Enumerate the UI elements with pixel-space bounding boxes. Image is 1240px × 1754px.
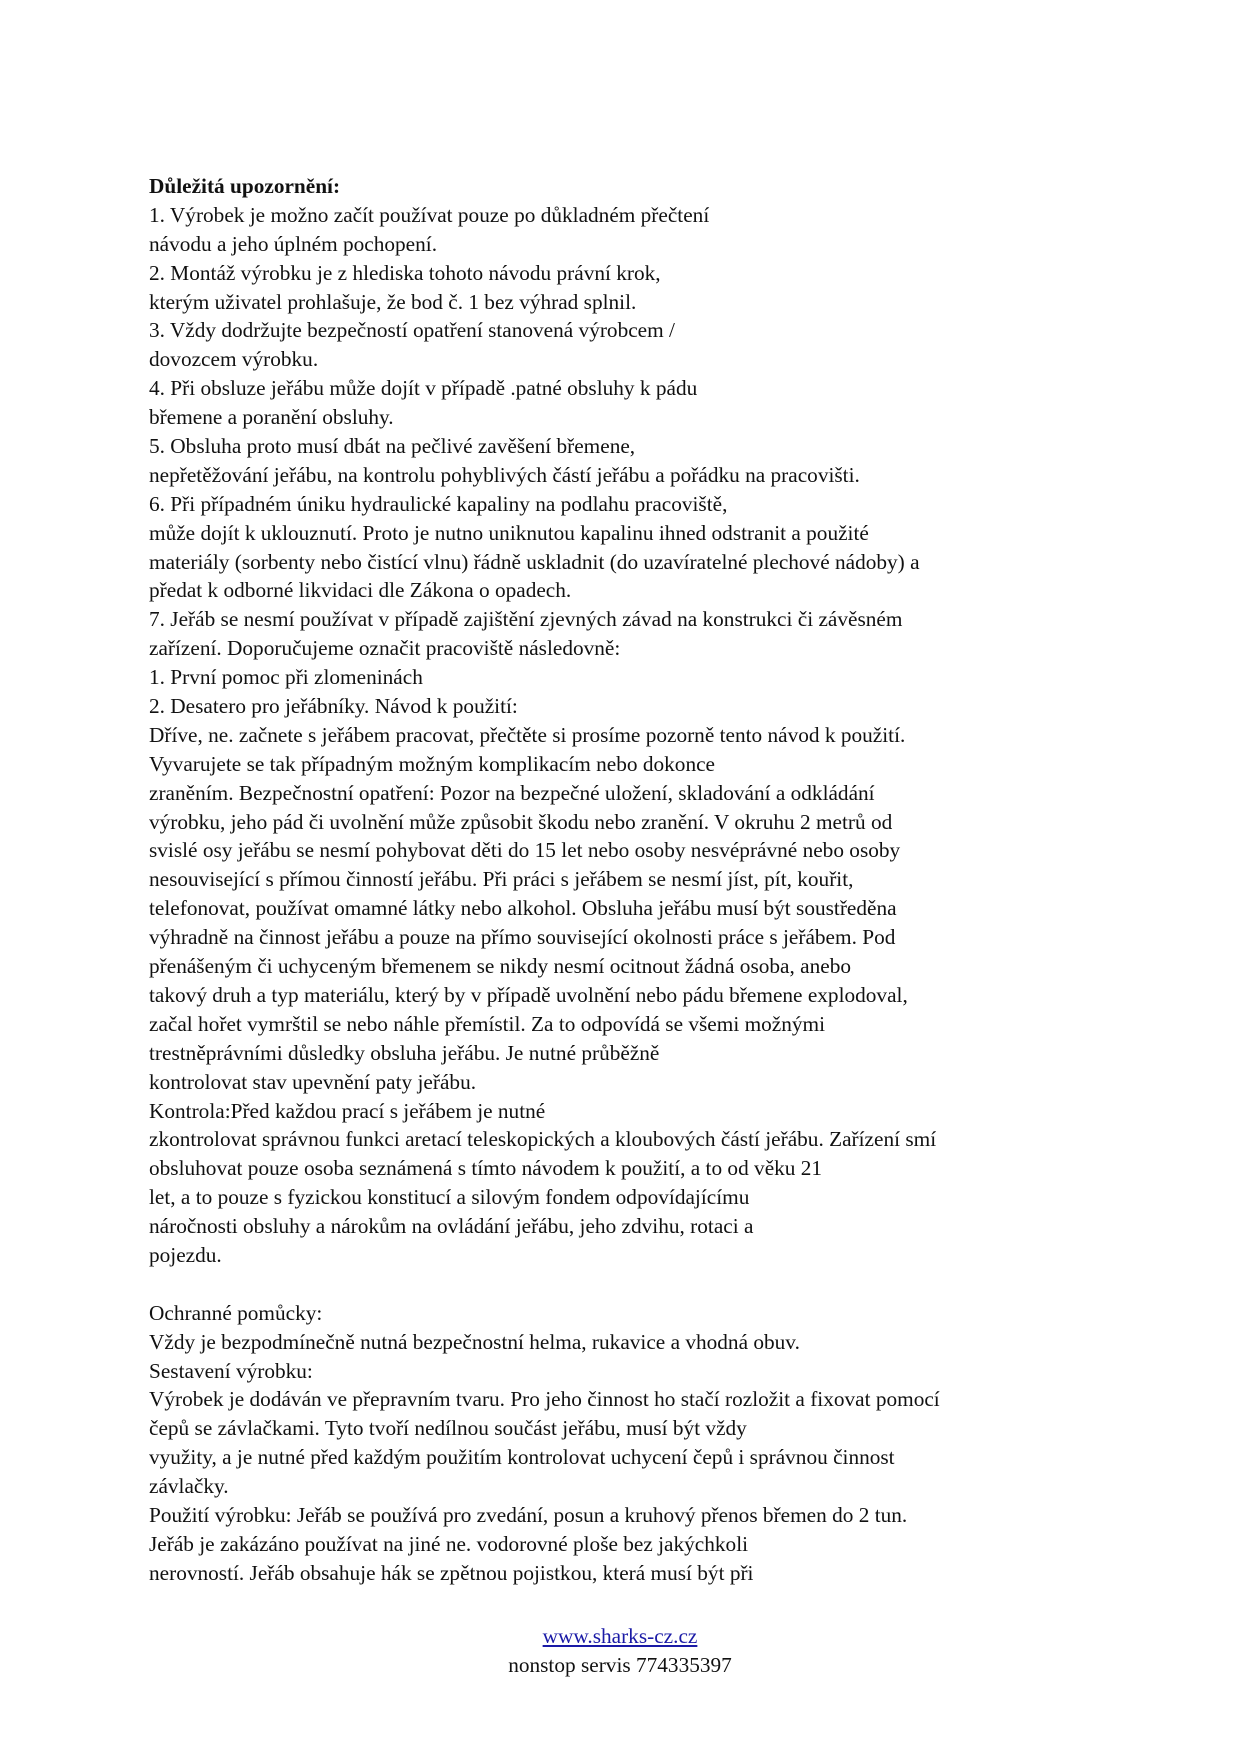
text-line: 7. Jeřáb se nesmí používat v případě zajištění zjevných závad na konstrukci či závěsném (149, 607, 903, 632)
text-line: 1. První pomoc při zlomeninách (149, 665, 423, 690)
website-link[interactable]: www.sharks-cz.cz (542, 1624, 698, 1648)
text-line: trestněprávními důsledky obsluha jeřábu. Je nutné průběžně (149, 1040, 660, 1065)
text-line: takový druh a typ materiálu, který by v případě uvolnění nebo pádu břemene explodoval, (149, 982, 908, 1007)
page-title: Důležitá upozornění: (149, 174, 341, 198)
footer (0, 1622, 1240, 1680)
text-line: Jeřáb je zakázáno používat na jiné ne. vodorovné ploše bez jakýchkoli (149, 1531, 749, 1556)
text-line: předat k odborné likvidaci dle Zákona o opadech. (149, 578, 572, 603)
text-line: Vždy je bezpodmínečně nutná bezpečnostní helma, rukavice a vhodná obuv. (149, 1329, 800, 1354)
text-line: kterým uživatel prohlašuje, že bod č. 1 bez výhrad splnil. (149, 289, 637, 314)
text-line: 2. Desatero pro jeřábníky. Návod k použití: (149, 694, 518, 719)
text-line: nepřetěžování jeřábu, na kontrolu pohyblivých částí jeřábu a pořádku na pracovišti. (149, 462, 860, 487)
text-line: obsluhovat pouze osoba seznámená s tímto návodem k použití, a to od věku 21 (149, 1156, 823, 1181)
text-line: 4. Při obsluze jeřábu může dojít v případě .patné obsluhy k pádu (149, 376, 698, 401)
text-line: přenášeným či uchyceným břemenem se nikdy nesmí ocitnout žádná osoba, anebo (149, 954, 851, 979)
text-line: návodu a jeho úplném pochopení. (149, 231, 438, 256)
service-phone: nonstop servis 774335397 (508, 1652, 732, 1677)
text-line: 3. Vždy dodržujte bezpečností opatření stanovená výrobcem / (149, 318, 675, 343)
text-line: závlačky. (149, 1474, 229, 1499)
document-body (149, 172, 1149, 1588)
text-line: 5. Obsluha proto musí dbát na pečlivé zavěšení břemene, (149, 434, 636, 459)
text-line: kontrolovat stav upevnění paty jeřábu. (149, 1069, 477, 1094)
text-line: využity, a je nutné před každým použitím kontrolovat uchycení čepů i správnou činnost (149, 1445, 895, 1470)
text-line: zkontrolovat správnou funkci aretací teleskopických a kloubových částí jeřábu. Zařízení smí (149, 1127, 937, 1152)
text-line: výhradně na činnost jeřábu a pouze na přímo související okolnosti práce s jeřábem. Pod (149, 925, 896, 950)
text-line: začal hořet vymrštil se nebo náhle přemístil. Za to odpovídá se všemi možnými (149, 1011, 826, 1036)
text-line: Sestavení výrobku: (149, 1358, 313, 1383)
text-line: zařízení. Doporučujeme označit pracoviště následovně: (149, 636, 621, 661)
text-line: Vyvarujete se tak případným možným komplikacím nebo dokonce (149, 751, 715, 776)
text-line: 6. Při případném úniku hydraulické kapaliny na podlahu pracoviště, (149, 491, 728, 516)
text-line: materiály (sorbenty nebo čistící vlnu) řádně uskladnit (do uzavíratelné plechové nádoby) a (149, 549, 920, 574)
text-line: let, a to pouze s fyzickou konstitucí a silovým fondem odpovídajícímu (149, 1185, 750, 1210)
text-line: výrobku, jeho pád či uvolnění může způsobit škodu nebo zranění. V okruhu 2 metrů od (149, 809, 893, 834)
text-line: břemene a poranění obsluhy. (149, 405, 394, 430)
text-line: Ochranné pomůcky: (149, 1300, 323, 1325)
text-line: 2. Montáž výrobku je z hlediska tohoto návodu právní krok, (149, 260, 661, 285)
text-line (149, 1270, 1149, 1299)
text-line: Dříve, ne. začnete s jeřábem pracovat, přečtěte si prosíme pozorně tento návod k použití. (149, 722, 906, 747)
text-line: nerovností. Jeřáb obsahuje hák se zpětnou pojistkou, která musí být při (149, 1560, 754, 1585)
text-line: pojezdu. (149, 1242, 222, 1267)
text-line: telefonovat, používat omamné látky nebo alkohol. Obsluha jeřábu musí být soustředěna (149, 896, 897, 921)
document-text (149, 201, 1149, 1588)
text-line: svislé osy jeřábu se nesmí pohybovat děti do 15 let nebo osoby nesvéprávné nebo osoby (149, 838, 901, 863)
text-line: Výrobek je dodáván ve přepravním tvaru. Pro jeho činnost ho stačí rozložit a fixovat pomocí (149, 1387, 940, 1412)
text-line: nesouvisející s přímou činností jeřábu. Při práci s jeřábem se nesmí jíst, pít, kouřit, (149, 867, 854, 892)
text-line: Kontrola:Před každou prací s jeřábem je nutné (149, 1098, 546, 1123)
text-line: může dojít k uklouznutí. Proto je nutno uniknutou kapalinu ihned odstranit a použité (149, 520, 869, 545)
text-line: Použití výrobku: Jeřáb se používá pro zvedání, posun a kruhový přenos břemen do 2 tun. (149, 1502, 908, 1527)
text-line: čepů se závlačkami. Tyto tvoří nedílnou součást jeřábu, musí být vždy (149, 1416, 747, 1441)
text-line: náročnosti obsluhy a nárokům na ovládání jeřábu, jeho zdvihu, rotaci a (149, 1214, 754, 1239)
text-line: 1. Výrobek je možno začít používat pouze po důkladném přečtení (149, 202, 710, 227)
text-line: dovozcem výrobku. (149, 347, 319, 372)
text-line: zraněním. Bezpečnostní opatření: Pozor na bezpečné uložení, skladování a odkládání (149, 780, 875, 805)
